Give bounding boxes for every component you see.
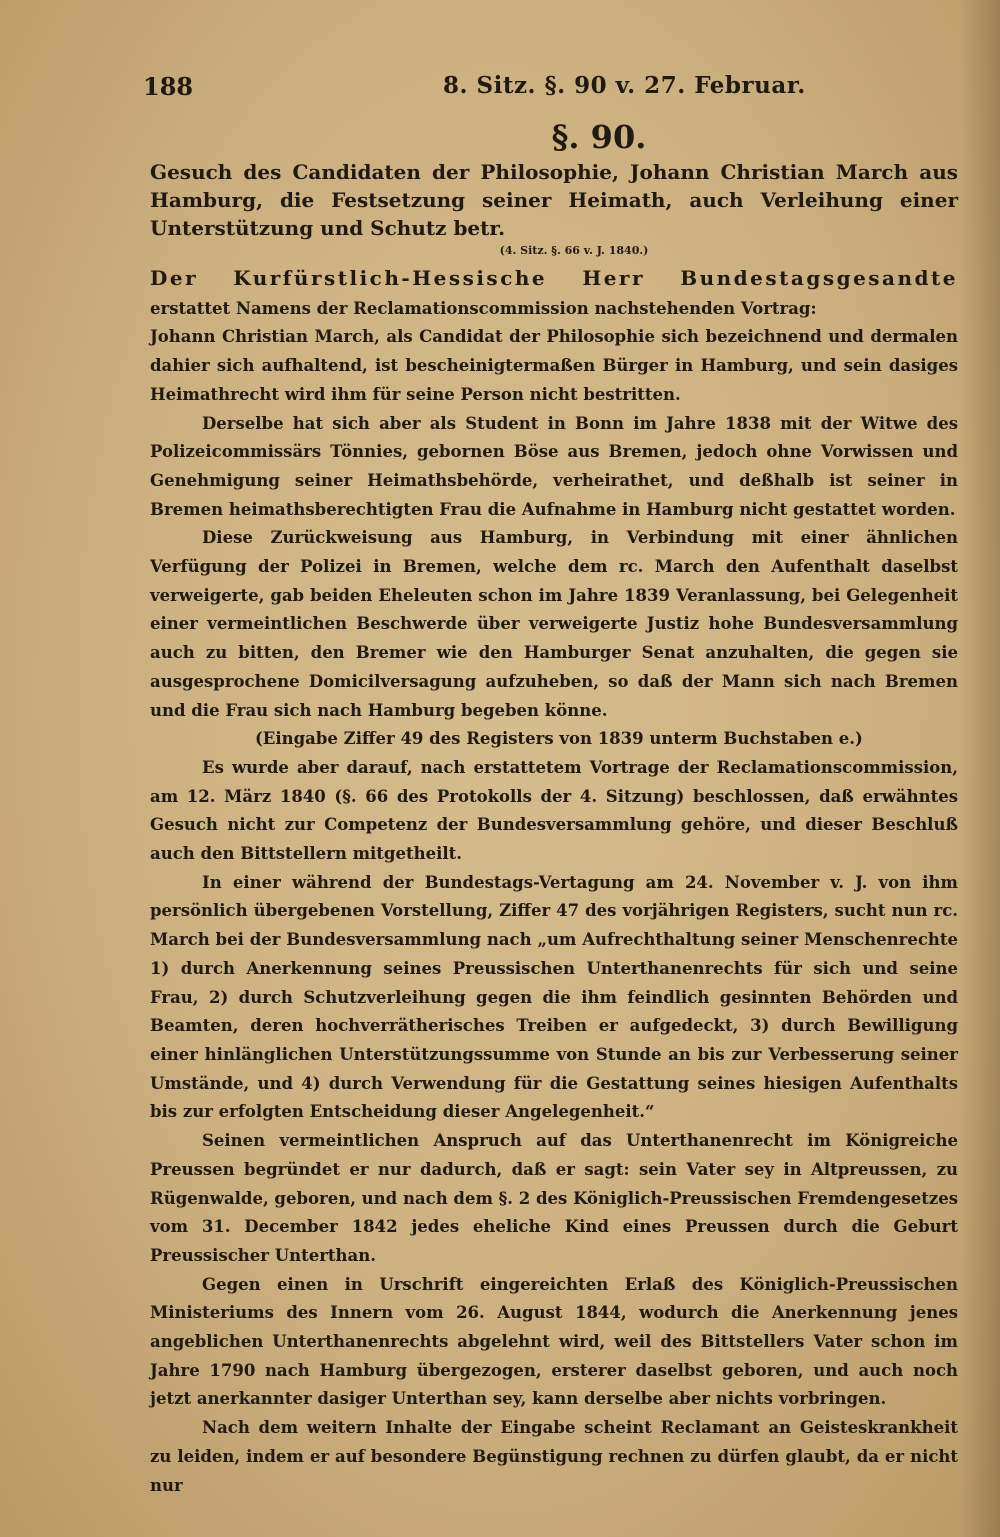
paragraph: Johann Christian March, als Candidat der Philosophie sich bezeichnend und dermalen dahier sich aufhaltend, ist bescheinigtermaßen Bürger in Hamburg, und sein dasiges Heimathrecht wird ihm für seine Person nicht bestritten. <box>150 327 958 404</box>
paragraph: Derselbe hat sich aber als Student in Bonn im Jahre 1838 mit der Witwe des Polizeicommissärs Tönnies, gebornen Böse aus Bremen, jedoch ohne Vorwissen und Genehmigung seiner Heimathsbehörde, verheirathet, und deßhalb ist seiner in Bremen heimathsberechtigten Frau die Aufnahme in Hamburg nicht gestattet worden. <box>150 413 958 519</box>
speaker-rest: erstattet Namens der Reclamationscommission nachstehenden Vortrag: <box>150 298 817 318</box>
paragraph: In einer während der Bundestags-Vertagung am 24. November v. J. von ihm persönlich übergebenen Vorstellung, Ziffer 47 des vorjährigen Registers, sucht nun rc. March bei der Bundesversammlung nach „um Aufrechthaltung seiner Menschenrechte 1) durch Anerkennung seines Preussischen Unterthanenrechts für sich und seine Frau, 2) durch Schutzverleihung gegen die ihm feindlich gesinnten Behörden und Beamten, deren hochverrätherisches Treiben er aufgedeckt, 3) durch Bewilligung einer hinlänglichen Unterstützungssumme von Stunde an bis zur Verbesserung seiner Umstände, und 4) durch Verwendung für die Gestattung seines hiesigen Aufenthalts bis zur erfolgten Entscheidung dieser Angelegenheit.“ <box>150 872 958 1122</box>
page-header <box>143 72 963 108</box>
paragraph: Nach dem weitern Inhalte der Eingabe scheint Reclamant an Geisteskrankheit zu leiden, indem er auf besondere Begünstigung rechnen zu dürfen glaubt, da er nicht nur <box>150 1418 958 1495</box>
paragraph-reference: (Eingabe Ziffer 49 des Registers von 1839 unterm Buchstaben e.) <box>255 729 863 749</box>
page-number: 188 <box>143 72 194 101</box>
page-edge-shadow <box>960 0 1000 1537</box>
paragraph: Diese Zurückweisung aus Hamburg, in Verbindung mit einer ähnlichen Verfügung der Polizei in Bremen, welche dem rc. March den Aufenthalt daselbst verweigerte, gab beiden Eheleuten schon im Jahre 1839 Veranlassung, bei Gelegenheit einer vermeintlichen Beschwerde über verweigerte Justiz hohe Bundesversammlung auch zu bitten, den Bremer wie den Hamburger Senat anzuhalten, die gegen sie ausgesprochene Domicilversagung aufzuheben, so daß der Mann sich nach Bremen und die Frau sich nach Hamburg begeben könne. <box>150 528 958 720</box>
section-reference: (4. Sitz. §. 66 v. J. 1840.) <box>499 244 649 257</box>
page-content <box>150 118 958 1500</box>
section-number: §. 90. <box>551 118 647 156</box>
paragraph: Seinen vermeintlichen Anspruch auf das Unterthanenrecht im Königreiche Preussen begründet er nur dadurch, daß er sagt: sein Vater sey in Altpreussen, zu Rügenwalde, geboren, und nach dem §. 2 des Königlich-Preussischen Fremdengesetzes vom 31. December 1842 jedes eheliche Kind eines Preussen durch die Geburt Preussischer Unterthan. <box>150 1131 959 1265</box>
section-title: Gesuch des Candidaten der Philosophie, Johann Christian March aus Hamburg, die Festsetzung seiner Heimath, auch Verleihung einer Unterstützung und Schutz betr. <box>150 160 958 240</box>
speaker-line <box>150 264 958 323</box>
speaker-name: Der Kurfürstlich-Hessische Herr Bundestagsgesandte <box>150 266 958 290</box>
running-head: 8. Sitz. §. 90 v. 27. Februar. <box>443 72 806 99</box>
paragraph: Gegen einen in Urschrift eingereichten Erlaß des Königlich-Preussischen Ministeriums des Innern vom 26. August 1844, wodurch die Anerkennung jenes angeblichen Unterthanenrechts abgelehnt wird, weil des Bittstellers Vater schon im Jahre 1790 nach Hamburg übergezogen, ersterer daselbst geboren, und auch noch jetzt anerkannter dasiger Unterthan sey, kann derselbe aber nichts vorbringen. <box>150 1274 958 1409</box>
paragraph: Es wurde aber darauf, nach erstattetem Vortrage der Reclamationscommission, am 12. März 1840 (§. 66 des Protokolls der 4. Sitzung) beschlossen, daß erwähntes Gesuch nicht zur Competenz der Bundesversammlung gehöre, und dieser Beschluß auch den Bittstellern mitgetheilt. <box>150 757 958 864</box>
